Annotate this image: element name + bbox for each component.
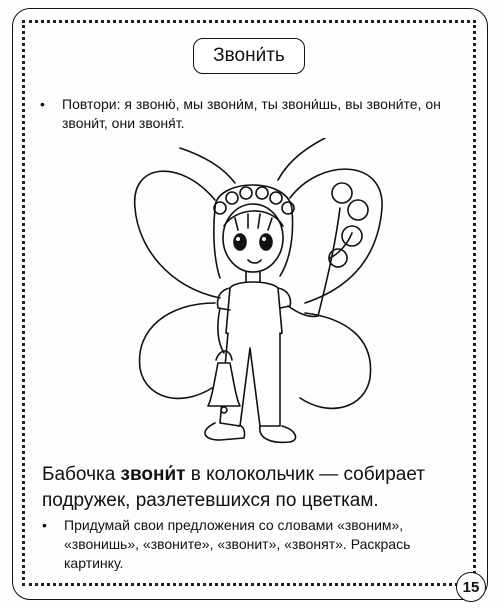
sentence-start: Бабочка <box>42 464 121 485</box>
instruction-text: Повтори: я звоню́, мы звони́м, ты звони́шь, вы звони́те, он звони́т, они звоня́т. <box>62 96 441 131</box>
sentence-end: в колокольчик — собирает подружек, разлетевшихся по цветкам. <box>42 464 426 511</box>
task-text: Придумай свои предложения со словами «звоним», «звонишь», «звоните», «звонит», «звонят». Раскрась картинку. <box>64 517 411 571</box>
page-number <box>456 572 486 602</box>
page-title <box>193 38 305 74</box>
title-text: Звони́ть <box>213 45 285 66</box>
bullet-icon: • <box>42 517 47 533</box>
main-sentence <box>42 462 462 514</box>
page-number-text: 15 <box>462 578 480 596</box>
sentence-bold-word: звони́т <box>120 464 186 485</box>
instruction-block <box>40 95 458 133</box>
task-block <box>42 516 462 573</box>
butterfly-girl-illustration <box>120 138 395 456</box>
bullet-icon: • <box>40 96 45 112</box>
